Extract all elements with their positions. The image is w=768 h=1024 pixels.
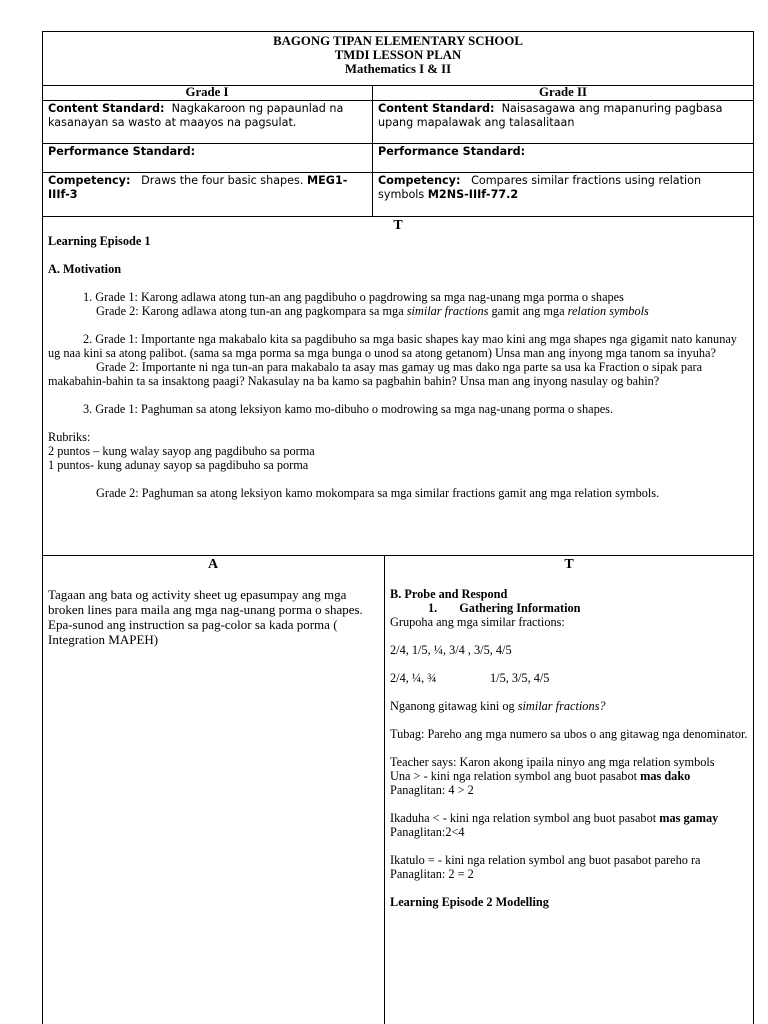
motivation-2-grade2: Grade 2: Importante ni nga tun-an para makabalo ta asay mas gamay ug mas dako nga parte sa usa ka Fraction o sipak para makabahin-bahin ta sa insaktong paagi? Nakasulay na ba kamo sa pagbahin bahin? Unsa man ang inyong nasulay og bahin? xyxy=(48,360,703,388)
rubrik-2-points: 2 puntos – kung walay sayop ang pagdibuho sa porma xyxy=(48,444,315,458)
competency-g2: Competency: Compares similar fractions using relation symbols M2NS-IIIf-77.2 xyxy=(378,174,702,201)
content-standard-g1: Content Standard: Nagkakaroon ng papaunlad na kasanayan sa wasto at maayos na pagsulat. xyxy=(48,102,344,129)
fraction-groups: 2/4, ¼, ¾ 1/5, 3/5, 4/5 xyxy=(390,671,550,685)
section-a-activity: Tagaan ang bata og activity sheet ug epasumpay ang mga broken lines para maila ang mga nag-unang porma o shapes. Epa-sunod ang instruction sa pag-color sa kada porma ( Integration MAPEH) xyxy=(48,587,363,647)
performance-standard-g2: Performance Standard: xyxy=(378,145,526,158)
teacher-says: Teacher says: Karon akong ipaila ninyo ang mga relation symbols xyxy=(390,755,715,769)
example-equal: Panaglitan: 2 = 2 xyxy=(390,867,474,881)
grade-2-header: Grade II xyxy=(539,85,587,99)
example-less: Panaglitan:2<4 xyxy=(390,825,465,839)
relation-greater: Una > - kini nga relation symbol ang buot pasabot mas dako xyxy=(390,769,691,783)
example-greater: Panaglitan: 4 > 2 xyxy=(390,783,474,797)
performance-standard-g1: Performance Standard: xyxy=(48,145,196,158)
rubrik-1-point: 1 puntos- kung adunay sayop sa pagdibuho sa porma xyxy=(48,458,309,472)
content-standard-g2: Content Standard: Naisasagawa ang mapanuring pagbasa upang mapalawak ang talasalitaan xyxy=(378,102,723,129)
section-t1-content xyxy=(42,217,754,501)
group-instruction: Grupoha ang mga similar fractions: xyxy=(390,615,565,629)
competency-g1: Competency: Draws the four basic shapes. MEG1-IIIf-3 xyxy=(48,174,348,201)
section-t2-letter: T xyxy=(564,557,574,572)
motivation-3-grade1: 3. Grade 1: Paghuman sa atong leksiyon kamo mo-dibuho o modrowing sa mga nag-unang porma o shapes. xyxy=(83,402,614,416)
grade-1-header: Grade I xyxy=(185,85,229,99)
section-a-letter: A xyxy=(207,557,219,572)
probe-respond-heading: B. Probe and Respond xyxy=(390,587,508,601)
learning-episode-1: Learning Episode 1 xyxy=(48,234,151,248)
why-question: Nganong gitawag kini og similar fractions? xyxy=(390,699,606,713)
motivation-2-grade1: 2. Grade 1: Importante nga makabalo kita sa pagdibuho sa mga basic shapes kay mao kini ang mga shapes nga gigamit nato kanunay ug naa kini sa atong palibot. (sama sa mga porma sa mga bunga o unod sa atong getanom) Unsa man ang inyong mga tanom sa inyuha? xyxy=(48,332,737,360)
fraction-list: 2/4, 1/5, ¼, 3/4 , 3/5, 4/5 xyxy=(390,643,512,657)
school-name: BAGONG TIPAN ELEMENTARY SCHOOL xyxy=(273,34,523,48)
motivation-3-grade2: Grade 2: Paghuman sa atong leksiyon kamo mokompara sa mga similar fractions gamit ang mga relation symbols. xyxy=(96,486,660,500)
motivation-1-grade1: 1. Grade 1: Karong adlawa atong tun-an ang pagdibuho o pagdrowing sa mga nag-unang mga porma o shapes xyxy=(83,290,624,304)
section-a-content xyxy=(42,556,384,648)
plan-title: TMDI LESSON PLAN xyxy=(334,48,462,62)
relation-less: Ikaduha < - kini nga relation symbol ang buot pasabot mas gamay xyxy=(390,811,719,825)
relation-equal: Ikatulo = - kini nga relation symbol ang buot pasabot pareho ra xyxy=(390,853,701,867)
rubriks-label: Rubriks: xyxy=(48,430,91,444)
section-t2-content xyxy=(384,556,754,910)
gathering-info-heading: 1. Gathering Information xyxy=(428,601,581,615)
motivation-heading: A. Motivation xyxy=(48,262,122,276)
motivation-1-grade2: Grade 2: Karong adlawa atong tun-an ang pagkompara sa mga similar fractions gamit ang mga relation symbols xyxy=(96,304,649,318)
header-box xyxy=(42,31,754,86)
learning-episode-2: Learning Episode 2 Modelling xyxy=(390,895,549,909)
subject-title: Mathematics I & II xyxy=(344,62,452,76)
answer-text: Tubag: Pareho ang mga numero sa ubos o ang gitawag nga denominator. xyxy=(390,727,748,741)
section-t1-letter: T xyxy=(393,218,403,233)
